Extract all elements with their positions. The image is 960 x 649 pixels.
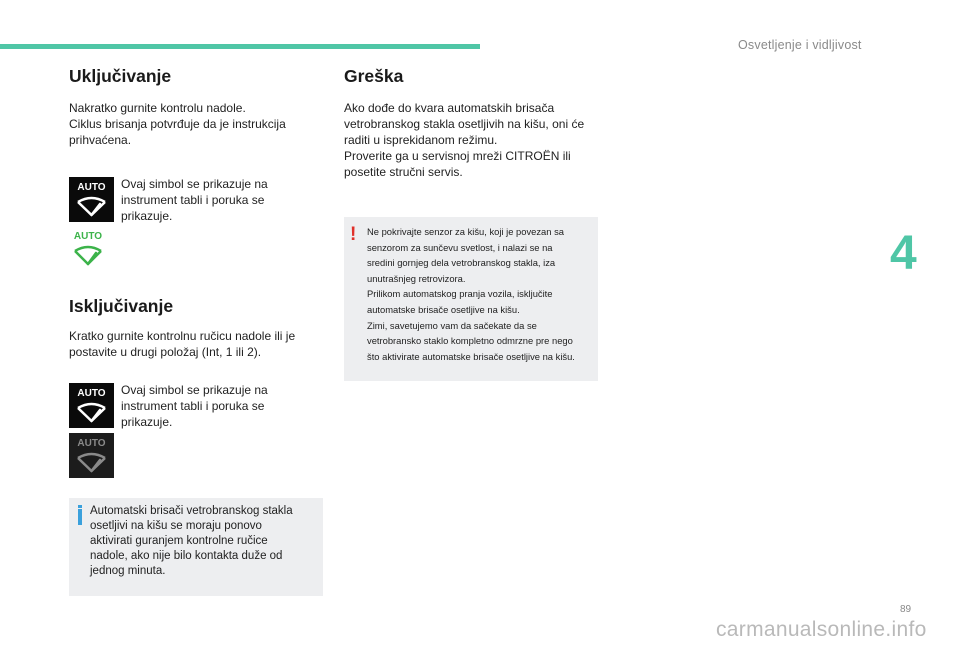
ukljucivanje-text: Nakratko gurnite kontrolu nadole. Ciklus brisanja potvrđuje da je instrukcija prihvaćena. [69, 101, 286, 147]
watermark: carmanualsonline.info [716, 618, 927, 641]
iskljucivanje-text: Kratko gurnite kontrolnu ručicu nadole ili je postavite u drugi položaj (Int, 1 ili 2). [69, 329, 296, 359]
auto-wiper-off-icon [69, 433, 114, 478]
info-icon-bar [78, 509, 82, 525]
icon-description-2: Ovaj simbol se prikazuje na instrument tabli i poruka se prikazuje. [121, 383, 268, 429]
info-icon [78, 505, 82, 508]
warning-note [344, 217, 598, 381]
warning-note-text: Ne pokrivajte senzor za kišu, koji je povezan sa senzorom za sunčevu svetlost, i nalazi se na sredini gornjeg dela vetrobranskog stakla, iza unutrašnjeg retrovizora. Prilikom automatskog pranja vozila, isključite automatske brisače osetljive na kišu. Zimi, savetujemo vam da sačekate da se vetrobransko staklo kompletno odmrzne pre nego što aktivirate automatske brisače osetljive na kišu. [367, 226, 575, 362]
info-note-text: Automatski brisači vetrobranskog stakla osetljivi na kišu se moraju ponovo aktivirati guranjem kontrolne ručice nadole, ako nije bilo kontakta duže od jednog minuta. [90, 505, 293, 577]
info-note [69, 498, 323, 596]
header-accent-bar [0, 44, 480, 49]
svg-text:AUTO: AUTO [77, 182, 106, 193]
chapter-title: Osvetljenje i vidljivost [738, 38, 862, 52]
heading-iskljucivanje: Isključivanje [69, 296, 174, 316]
page-number: 89 [900, 604, 912, 615]
svg-text:AUTO: AUTO [77, 388, 106, 399]
auto-wiper-green-icon [69, 226, 114, 271]
auto-wiper-icon [69, 177, 114, 222]
svg-text:AUTO: AUTO [73, 231, 103, 242]
svg-text:AUTO: AUTO [77, 438, 106, 449]
icon-description-1: Ovaj simbol se prikazuje na instrument tabli i poruka se prikazuje. [121, 177, 268, 223]
warning-icon: ! [350, 224, 357, 245]
chapter-number: 4 [890, 227, 917, 280]
heading-ukljucivanje: Uključivanje [69, 66, 172, 86]
heading-greska: Greška [344, 66, 404, 86]
auto-wiper-icon [69, 383, 114, 428]
greska-text: Ako dođe do kvara automatskih brisača vetrobranskog stakla osetljivih na kišu, oni će raditi u isprekidanom režimu. Proverite ga u servisnoj mreži CITROËN ili posetite stručni servis. [344, 101, 585, 179]
